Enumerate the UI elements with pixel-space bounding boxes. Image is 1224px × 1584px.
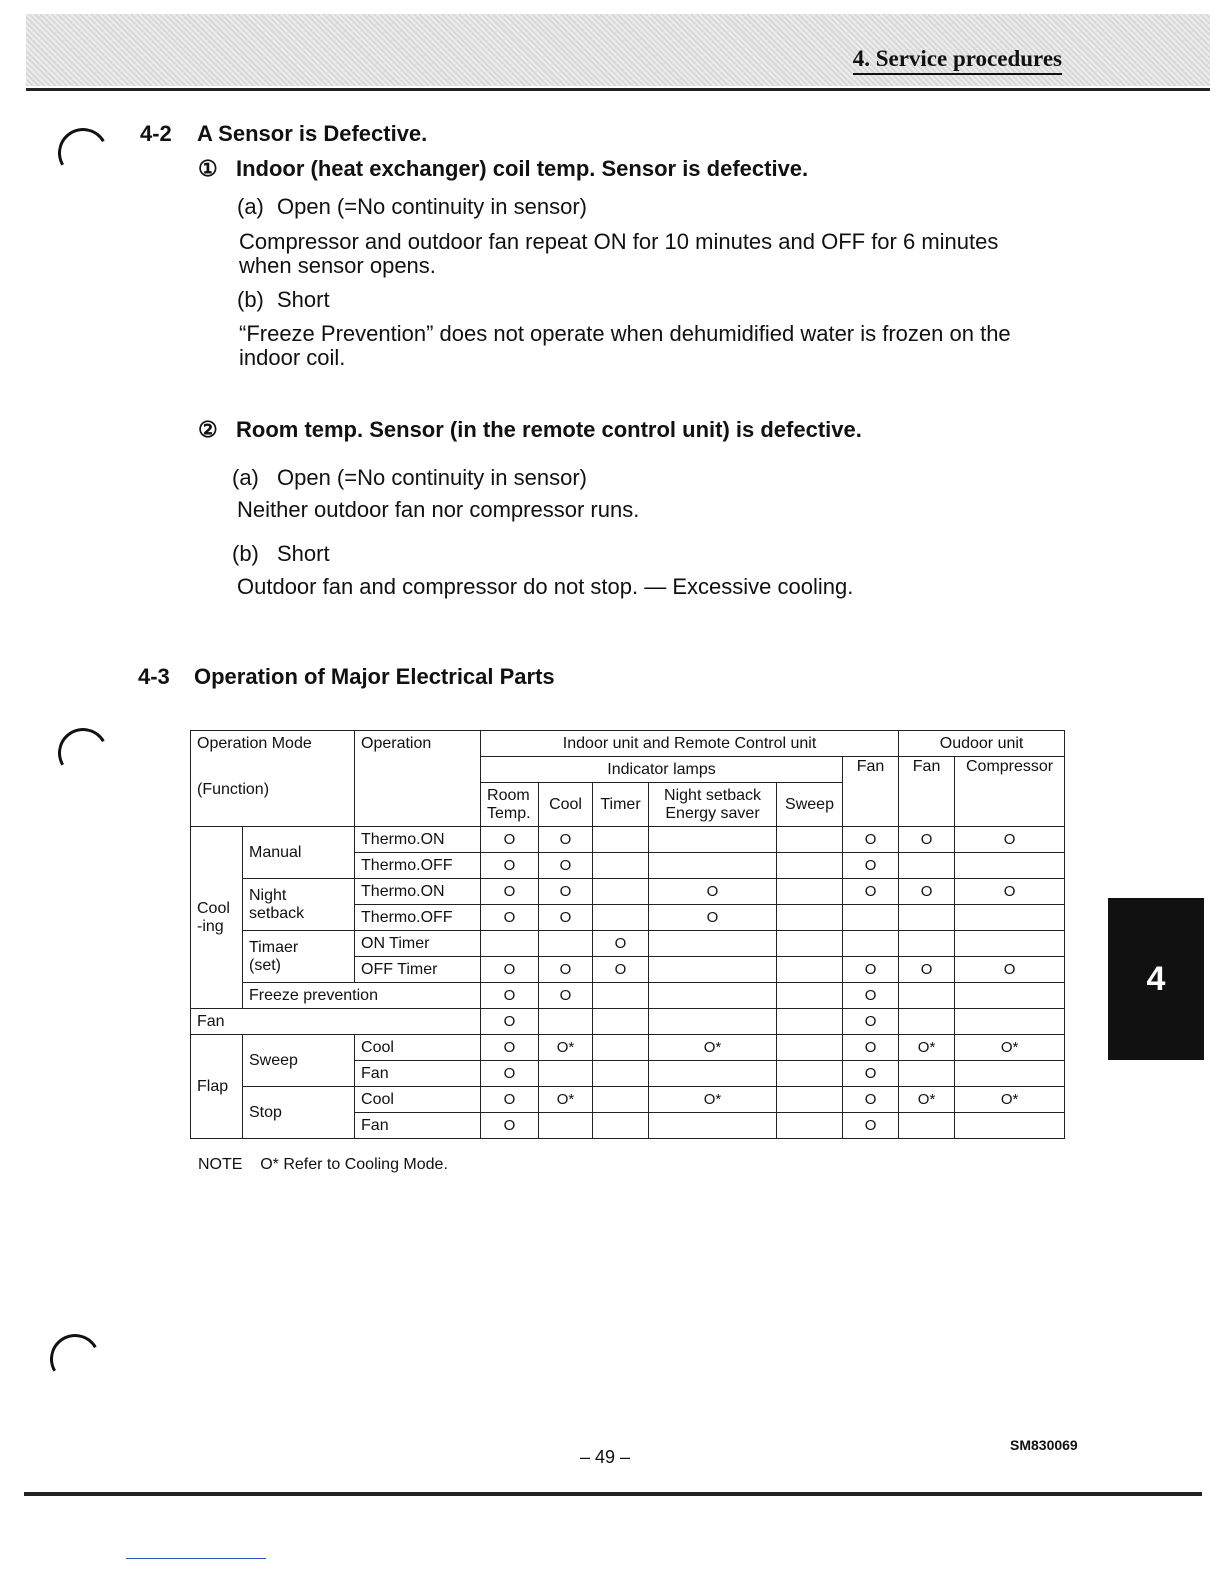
cell-compressor: O*: [955, 1087, 1065, 1113]
cell-compressor: O*: [955, 1035, 1065, 1061]
cell-night-setback: O*: [649, 1035, 777, 1061]
operation-cell: OFF Timer: [355, 957, 481, 983]
cell-cool: [539, 931, 593, 957]
operation-cell: Thermo.OFF: [355, 905, 481, 931]
group-stop: Stop: [243, 1087, 355, 1139]
cell-cool: O*: [539, 1035, 593, 1061]
section-title: Operation of Major Electrical Parts: [194, 664, 555, 689]
punch-hole-mark: [52, 122, 113, 183]
cell-timer: [593, 827, 649, 853]
header-indoor-fan: Fan: [843, 757, 899, 827]
cell-room-temp: O: [481, 853, 539, 879]
body-text: indoor coil.: [239, 345, 346, 370]
cell-sweep: [777, 957, 843, 983]
punch-hole-mark: [52, 722, 113, 783]
cell-room-temp: O: [481, 905, 539, 931]
subitem-label: (a): [232, 465, 259, 490]
header-outdoor-fan: Fan: [899, 757, 955, 827]
cell-sweep: [777, 827, 843, 853]
cell-night-setback: [649, 1009, 777, 1035]
body-text: “Freeze Prevention” does not operate when dehumidified water is frozen on the: [239, 321, 1011, 346]
cell-sweep: [777, 1087, 843, 1113]
cell-sweep: [777, 1113, 843, 1139]
cell-room-temp: O: [481, 1113, 539, 1139]
cell-indoor-fan: [843, 905, 899, 931]
header-cool: Cool: [539, 783, 593, 827]
cell-outdoor-fan: [899, 983, 955, 1009]
cell-indoor-fan: O: [843, 1035, 899, 1061]
header-room-temp: Room Temp.: [481, 783, 539, 827]
cell-indoor-fan: O: [843, 1087, 899, 1113]
cell-indoor-fan: O: [843, 879, 899, 905]
subitem-label: (b): [237, 287, 264, 312]
cell-cool: O: [539, 827, 593, 853]
subitem-label: (a): [237, 194, 264, 219]
cell-cool: [539, 1113, 593, 1139]
group-freeze-prevention: Freeze prevention: [243, 983, 481, 1009]
operation-cell: ON Timer: [355, 931, 481, 957]
cell-room-temp: O: [481, 1061, 539, 1087]
footer-rule: [24, 1492, 1202, 1496]
operation-cell: Cool: [355, 1035, 481, 1061]
table-row: [191, 1009, 1065, 1035]
cell-night-setback: O*: [649, 1087, 777, 1113]
cell-outdoor-fan: [899, 931, 955, 957]
cell-night-setback: [649, 957, 777, 983]
table-note: NOTE O* Refer to Cooling Mode.: [198, 1156, 448, 1173]
cell-night-setback: [649, 1113, 777, 1139]
cell-compressor: [955, 1009, 1065, 1035]
cell-timer: [593, 1113, 649, 1139]
operation-cell: Fan: [355, 1113, 481, 1139]
cell-cool: O: [539, 905, 593, 931]
header-operation-mode: Operation Mode (Function): [191, 731, 355, 827]
table-row: [191, 931, 1065, 957]
cell-night-setback: O: [649, 905, 777, 931]
cell-compressor: [955, 983, 1065, 1009]
cell-room-temp: O: [481, 1087, 539, 1113]
item-title: Indoor (heat exchanger) coil temp. Sensor is defective.: [236, 156, 809, 181]
section-number: 4-2: [140, 121, 172, 146]
operation-cell: Cool: [355, 1087, 481, 1113]
cell-indoor-fan: O: [843, 1113, 899, 1139]
cell-timer: O: [593, 957, 649, 983]
cell-sweep: [777, 931, 843, 957]
cell-indoor-fan: [843, 931, 899, 957]
cell-sweep: [777, 1009, 843, 1035]
section-number: 4-3: [138, 664, 170, 689]
cell-outdoor-fan: [899, 1061, 955, 1087]
subitem-title: Short: [277, 287, 330, 312]
cell-night-setback: [649, 983, 777, 1009]
header-indoor-unit: Indoor unit and Remote Control unit: [481, 731, 899, 757]
cell-compressor: O: [955, 879, 1065, 905]
cell-sweep: [777, 1061, 843, 1087]
operation-cell: Thermo.ON: [355, 879, 481, 905]
cell-sweep: [777, 983, 843, 1009]
group-night-setback: Night setback: [243, 879, 355, 931]
subitem-label: (b): [232, 541, 259, 566]
body-text: Outdoor fan and compressor do not stop. — Excessive cooling.: [237, 574, 854, 599]
cell-outdoor-fan: O*: [899, 1035, 955, 1061]
cell-outdoor-fan: [899, 1009, 955, 1035]
header-timer: Timer: [593, 783, 649, 827]
group-fan: Fan: [191, 1009, 481, 1035]
cell-compressor: [955, 853, 1065, 879]
cell-sweep: [777, 1035, 843, 1061]
header-sweep: Sweep: [777, 783, 843, 827]
cell-night-setback: [649, 827, 777, 853]
body-text: Neither outdoor fan nor compressor runs.: [237, 497, 640, 522]
operation-table: [190, 730, 1065, 1139]
cell-cool: O: [539, 983, 593, 1009]
cell-compressor: [955, 931, 1065, 957]
cell-timer: O: [593, 931, 649, 957]
page-header-title: 4. Service procedures: [853, 46, 1062, 75]
cell-indoor-fan: O: [843, 957, 899, 983]
cell-cool: O: [539, 879, 593, 905]
cell-night-setback: [649, 1061, 777, 1087]
document-id: SM830069: [1010, 1437, 1078, 1453]
header-compressor: Compressor: [955, 757, 1065, 827]
cell-outdoor-fan: [899, 1113, 955, 1139]
page-number: – 49 –: [580, 1447, 631, 1467]
cell-timer: [593, 1035, 649, 1061]
cell-night-setback: [649, 931, 777, 957]
cell-timer: [593, 1087, 649, 1113]
cell-cool: O: [539, 957, 593, 983]
subitem-title: Open (=No continuity in sensor): [277, 194, 587, 219]
table-row: [191, 879, 1065, 905]
group-cooling: Cool -ing: [191, 827, 243, 1009]
cell-room-temp: O: [481, 1009, 539, 1035]
cell-compressor: [955, 905, 1065, 931]
cell-indoor-fan: O: [843, 1009, 899, 1035]
group-timer: Timaer (set): [243, 931, 355, 983]
punch-hole-mark: [44, 1328, 105, 1389]
cell-compressor: [955, 1113, 1065, 1139]
header-outdoor-unit: Oudoor unit: [899, 731, 1065, 757]
item-title: Room temp. Sensor (in the remote control unit) is defective.: [236, 417, 862, 442]
cell-outdoor-fan: [899, 905, 955, 931]
cell-indoor-fan: O: [843, 853, 899, 879]
cell-compressor: O: [955, 827, 1065, 853]
cell-outdoor-fan: O: [899, 827, 955, 853]
cell-night-setback: [649, 853, 777, 879]
cell-outdoor-fan: O*: [899, 1087, 955, 1113]
cell-timer: [593, 1009, 649, 1035]
cell-timer: [593, 853, 649, 879]
cell-indoor-fan: O: [843, 983, 899, 1009]
cell-indoor-fan: O: [843, 827, 899, 853]
cell-cool: [539, 1009, 593, 1035]
header-indicator-lamps: Indicator lamps: [481, 757, 843, 783]
section-title: A Sensor is Defective.: [197, 121, 428, 146]
operation-cell: Thermo.OFF: [355, 853, 481, 879]
cell-timer: [593, 983, 649, 1009]
cell-timer: [593, 879, 649, 905]
item-marker: ①: [198, 156, 218, 181]
body-text: Compressor and outdoor fan repeat ON for 10 minutes and OFF for 6 minutes: [239, 229, 999, 254]
subitem-title: Open (=No continuity in sensor): [277, 465, 587, 490]
cell-room-temp: O: [481, 957, 539, 983]
cell-room-temp: [481, 931, 539, 957]
group-manual: Manual: [243, 827, 355, 879]
cell-room-temp: O: [481, 983, 539, 1009]
cell-cool: [539, 1061, 593, 1087]
cell-room-temp: O: [481, 827, 539, 853]
item-marker: ②: [198, 417, 218, 442]
operation-cell: Thermo.ON: [355, 827, 481, 853]
scan-artifact-line: [126, 1558, 266, 1559]
cell-indoor-fan: O: [843, 1061, 899, 1087]
cell-sweep: [777, 853, 843, 879]
cell-outdoor-fan: O: [899, 879, 955, 905]
cell-room-temp: O: [481, 879, 539, 905]
table-row: [191, 983, 1065, 1009]
cell-timer: [593, 1061, 649, 1087]
group-sweep: Sweep: [243, 1035, 355, 1087]
body-text: when sensor opens.: [239, 253, 436, 278]
table-row: [191, 1087, 1065, 1113]
header-rule: [26, 88, 1210, 91]
header-night-setback: Night setback Energy saver: [649, 783, 777, 827]
cell-compressor: O: [955, 957, 1065, 983]
cell-room-temp: O: [481, 1035, 539, 1061]
cell-night-setback: O: [649, 879, 777, 905]
table-row: [191, 1035, 1065, 1061]
table-row: [191, 827, 1065, 853]
cell-cool: O: [539, 853, 593, 879]
group-flap: Flap: [191, 1035, 243, 1139]
cell-sweep: [777, 879, 843, 905]
cell-cool: O*: [539, 1087, 593, 1113]
header-operation: Operation: [355, 731, 481, 827]
cell-sweep: [777, 905, 843, 931]
cell-timer: [593, 905, 649, 931]
subitem-title: Short: [277, 541, 330, 566]
cell-outdoor-fan: O: [899, 957, 955, 983]
operation-cell: Fan: [355, 1061, 481, 1087]
cell-compressor: [955, 1061, 1065, 1087]
chapter-tab: 4: [1108, 898, 1204, 1060]
cell-outdoor-fan: [899, 853, 955, 879]
